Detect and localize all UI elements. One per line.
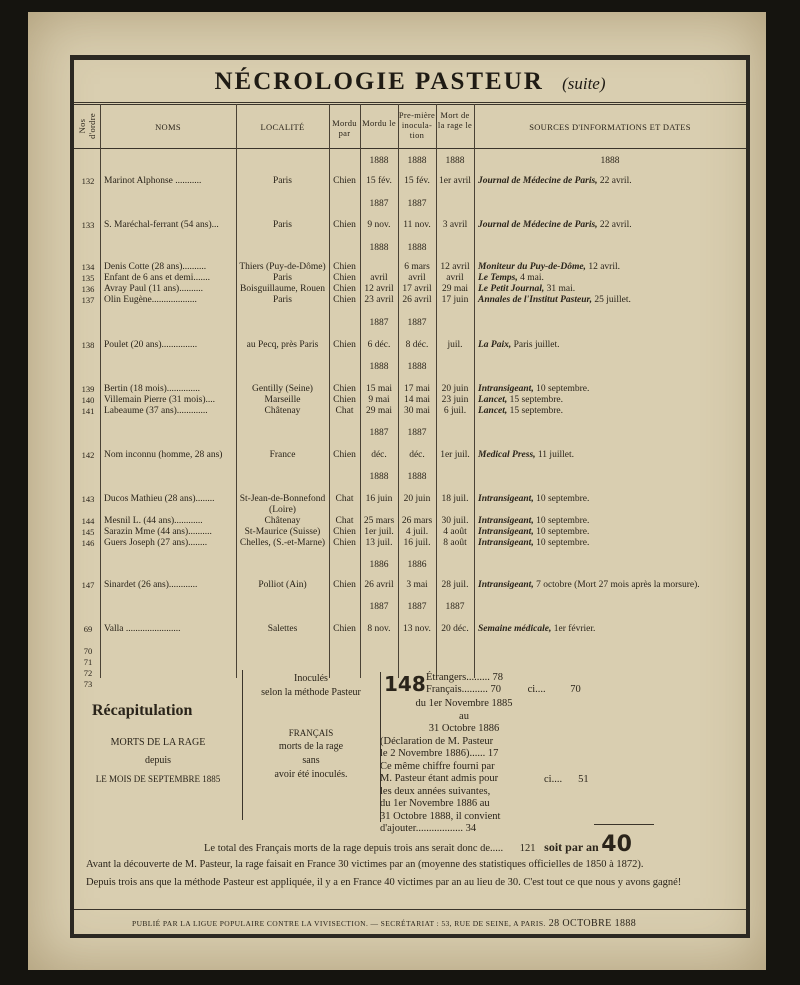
title-suite: (suite) xyxy=(562,74,606,93)
row-bitten-on: 6 déc. xyxy=(367,340,391,350)
row-first-inoculation: 14 mai xyxy=(403,395,431,405)
row-number: 145 xyxy=(81,527,95,537)
sum-rule xyxy=(594,824,654,825)
row-death-date: 30 juil. xyxy=(441,516,469,526)
recap-left-line: MORTS DE LA RAGE xyxy=(110,737,206,748)
row-death-date: 20 déc. xyxy=(441,624,469,634)
row-locality: Marseille xyxy=(264,395,301,405)
row-number: 140 xyxy=(81,395,95,405)
period-note: du 1er Novembre 1885 au 31 Octobre 1886 (Déclaration de M. Pasteur le 2 Novembre 1886)...... 17 Ce même chiffre fourni par M. Pasteur étant admis pour les deux années suivantes, du 1er Novembre 1886 au 31 Octobre 1888, il convient d'ajouter.................. 34 xyxy=(380,698,513,834)
row-bitten-by: Chien xyxy=(333,340,356,350)
year-label: 1888 xyxy=(445,156,465,166)
row-locality: Châtenay xyxy=(264,516,301,526)
row-source: Le Temps, 4 mai. xyxy=(478,273,544,283)
row-number: 132 xyxy=(81,176,95,186)
row-death-date: avril xyxy=(446,273,464,283)
row-first-inoculation: 15 fév. xyxy=(404,176,430,186)
row-name: Poulet (20 ans)............... xyxy=(104,340,198,350)
row-name: Enfant de 6 ans et demi....... xyxy=(104,273,211,283)
recap-inoculated xyxy=(246,672,376,700)
year-label: 1887 xyxy=(369,318,389,328)
row-source: Lancet, 15 septembre. xyxy=(478,395,563,405)
row-number: 133 xyxy=(81,220,95,230)
row-bitten-on: 1er juil. xyxy=(364,527,394,537)
year-label: 1888 xyxy=(407,472,427,482)
row-bitten-by: Chat xyxy=(335,516,354,526)
row-first-inoculation: 17 avril xyxy=(402,284,432,294)
row-name: Mesnil L. (44 ans)............ xyxy=(104,516,203,526)
row-bitten-by: Chien xyxy=(333,384,356,394)
recap-left-text xyxy=(78,736,238,786)
row-source: Intransigeant, 10 septembre. xyxy=(478,384,590,394)
row-death-date: juil. xyxy=(447,340,463,350)
row-number: 142 xyxy=(81,450,95,460)
year-label: 1888 xyxy=(407,156,427,166)
row-bitten-on: déc. xyxy=(371,450,387,460)
paragraph-before: Avant la découverte de M. Pasteur, la rage faisait en France 30 victimes par an (moyenne des statistiques officielles de 1850 à 1872). xyxy=(86,859,644,870)
row-name: Avray Paul (11 ans).......... xyxy=(104,284,203,294)
row-death-date: 1er juil. xyxy=(440,450,470,460)
row-number: 69 xyxy=(83,624,93,634)
row-locality: Paris xyxy=(273,273,292,283)
row-first-inoculation: 26 mars xyxy=(401,516,433,526)
row-source: Le Petit Journal, 31 mai. xyxy=(478,284,576,294)
row-first-inoculation: 26 avril xyxy=(402,295,432,305)
row-number: 139 xyxy=(81,384,95,394)
row-source: Intransigeant, 7 octobre (Mort 27 mois après la morsure). xyxy=(478,580,700,590)
row-death-date: 3 avril xyxy=(442,220,468,230)
recap-text-line: FRANÇAIS xyxy=(288,728,334,738)
row-bitten-on: 25 mars xyxy=(363,516,395,526)
year-label: 1888 xyxy=(369,243,389,253)
row-locality: France xyxy=(269,450,296,460)
recap-left-line: LE MOIS DE SEPTEMBRE 1885 xyxy=(95,774,221,784)
row-first-inoculation: 6 mars xyxy=(404,262,430,272)
year-label: 1888 xyxy=(407,362,427,372)
row-bitten-by: Chien xyxy=(333,624,356,634)
header-number: Nos d'ordre xyxy=(77,113,97,139)
row-name: Denis Cotte (28 ans).......... xyxy=(104,262,207,272)
ci-51: ci.... 51 xyxy=(544,774,589,785)
recap-text-line: avoir été inoculés. xyxy=(274,769,348,780)
year-label: 1887 xyxy=(407,318,427,328)
row-name: S. Maréchal-ferrant (54 ans)... xyxy=(104,220,219,230)
year-label: 1886 xyxy=(369,560,389,570)
row-first-inoculation: déc. xyxy=(409,450,425,460)
row-bitten-by: Chien xyxy=(333,450,356,460)
row-number: 134 xyxy=(81,262,95,272)
row-death-date: 29 mai xyxy=(441,284,469,294)
row-bitten-by: Chien xyxy=(333,295,356,305)
row-number: 72 xyxy=(83,668,93,678)
row-source: Moniteur du Puy-de-Dôme, 12 avril. xyxy=(478,262,620,272)
row-locality: au Pecq, près Paris xyxy=(246,340,319,350)
row-locality: St-Maurice (Suisse) xyxy=(244,527,321,537)
row-death-date: 23 juin xyxy=(441,395,469,405)
header-bitten-on: Mordu le xyxy=(362,118,396,128)
row-bitten-on: 13 juil. xyxy=(365,538,393,548)
row-bitten-by: Chien xyxy=(333,262,356,272)
row-first-inoculation: 11 nov. xyxy=(403,220,431,230)
total-inoculated: 148 xyxy=(384,672,426,696)
row-bitten-by: Chien xyxy=(333,220,356,230)
row-locality: Chelles, (S.-et-Marne) xyxy=(239,538,326,548)
row-source: La Paix, Paris juillet. xyxy=(478,340,560,350)
french-line: Français.......... 70 ci.... 70 xyxy=(426,684,581,695)
row-locality: Salettes xyxy=(267,624,298,634)
title-main: NÉCROLOGIE PASTEUR xyxy=(214,68,544,95)
row-locality: Thiers (Puy-de-Dôme) xyxy=(239,262,326,272)
row-death-date: 8 août xyxy=(443,538,467,548)
row-number: 136 xyxy=(81,284,95,294)
footer-text: PUBLIÉ PAR LA LIGUE POPULAIRE CONTRE LA VIVISECTION. — SECRÉTARIAT : 53, RUE DE SEINE, A PARIS. 28 OCTOBRE 1888 xyxy=(132,918,637,929)
row-name: Nom inconnu (homme, 28 ans) xyxy=(104,450,223,460)
col-line xyxy=(100,104,101,678)
row-death-date: 6 juil. xyxy=(443,406,467,416)
row-locality: Paris xyxy=(273,295,292,305)
year-label: 1888 xyxy=(369,156,389,166)
year-label: 1888 xyxy=(407,243,427,253)
row-name: Guers Joseph (27 ans)........ xyxy=(104,538,208,548)
row-source: Lancet, 15 septembre. xyxy=(478,406,563,416)
document-frame xyxy=(70,55,750,938)
header-names: NOMS xyxy=(155,122,181,132)
year-label: 1887 xyxy=(369,199,389,209)
year-label: 1887 xyxy=(369,428,389,438)
row-bitten-on: 16 juin xyxy=(365,494,393,504)
year-label: 1888 xyxy=(600,156,620,166)
year-label: 1887 xyxy=(445,602,465,612)
row-source: Journal de Médecine de Paris, 22 avril. xyxy=(478,176,632,186)
row-locality: Paris xyxy=(273,220,292,230)
recap-title: Récapitulation xyxy=(92,702,193,719)
row-number: 143 xyxy=(81,494,95,504)
year-label: 1887 xyxy=(407,428,427,438)
row-locality: Paris xyxy=(273,176,292,186)
row-locality: Boisguillaume, Rouen xyxy=(240,284,325,294)
footer-rule xyxy=(74,909,746,910)
row-name: Olin Eugène................... xyxy=(104,295,197,305)
row-number: 138 xyxy=(81,340,95,350)
row-first-inoculation: 4 juil. xyxy=(405,527,429,537)
foreigners-line: Étrangers......... 78 xyxy=(426,672,503,683)
row-locality: Châtenay xyxy=(264,406,301,416)
row-locality: (Loire) xyxy=(269,505,296,515)
row-bitten-by: Chien xyxy=(333,284,356,294)
row-bitten-by: Chien xyxy=(333,176,356,186)
row-number: 135 xyxy=(81,273,95,283)
year-label: 1888 xyxy=(369,362,389,372)
row-death-date: 12 avril xyxy=(440,262,470,272)
header-locality: LOCALITÉ xyxy=(260,122,305,132)
row-bitten-on: 15 mai xyxy=(365,384,393,394)
row-bitten-on: 9 nov. xyxy=(367,220,391,230)
row-name: Sinardet (26 ans)............ xyxy=(104,580,198,590)
row-number: 147 xyxy=(81,580,95,590)
row-number: 73 xyxy=(83,679,93,689)
recap-text-line: selon la méthode Pasteur xyxy=(261,687,361,698)
recap-text-line: morts de la rage xyxy=(278,741,344,752)
row-bitten-on: 23 avril xyxy=(364,295,394,305)
row-source: Intransigeant, 10 septembre. xyxy=(478,494,590,504)
row-bitten-by: Chien xyxy=(333,538,356,548)
row-death-date: 1er avril xyxy=(439,176,471,186)
row-source: Semaine médicale, 1er février. xyxy=(478,624,596,634)
row-number: 141 xyxy=(81,406,95,416)
header-sources: SOURCES D'INFORMATIONS ET DATES xyxy=(529,122,691,132)
row-bitten-on: avril xyxy=(370,273,388,283)
row-bitten-on: 9 mai xyxy=(368,395,390,405)
row-source: Intransigeant, 10 septembre. xyxy=(478,516,590,526)
row-bitten-on: 12 avril xyxy=(364,284,394,294)
row-source: Intransigeant, 10 septembre. xyxy=(478,527,590,537)
row-bitten-by: Chat xyxy=(335,406,354,416)
page-title xyxy=(74,68,746,96)
recap-text-line: Inoculés xyxy=(294,673,328,684)
year-label: 1886 xyxy=(407,560,427,570)
row-name: Sarazin Mme (44 ans).......... xyxy=(104,527,212,537)
row-bitten-by: Chat xyxy=(335,494,354,504)
row-death-date: 18 juil. xyxy=(441,494,469,504)
row-first-inoculation: 20 juin xyxy=(403,494,431,504)
row-death-date: 4 août xyxy=(443,527,467,537)
row-name: Valla ....................... xyxy=(104,624,181,634)
year-label: 1887 xyxy=(369,602,389,612)
row-source: Annales de l'Institut Pasteur, 25 juillet. xyxy=(478,295,631,305)
col-line xyxy=(474,104,475,678)
row-locality: Polliot (Ain) xyxy=(258,580,307,590)
row-number: 137 xyxy=(81,295,95,305)
row-name: Ducos Mathieu (28 ans)........ xyxy=(104,494,215,504)
row-bitten-by: Chien xyxy=(333,580,356,590)
row-locality: Gentilly (Seine) xyxy=(252,384,313,394)
year-label: 1887 xyxy=(407,199,427,209)
row-bitten-on: 8 nov. xyxy=(367,624,391,634)
row-death-date: 20 juin xyxy=(441,384,469,394)
row-number: 146 xyxy=(81,538,95,548)
row-death-date: 17 juin xyxy=(441,295,469,305)
row-number: 144 xyxy=(81,516,95,526)
row-first-inoculation: 8 déc. xyxy=(405,340,429,350)
row-name: Labeaume (37 ans)............. xyxy=(104,406,208,416)
row-first-inoculation: 13 nov. xyxy=(403,624,431,634)
row-source: Journal de Médecine de Paris, 22 avril. xyxy=(478,220,632,230)
paragraph-since: Depuis trois ans que la méthode Pasteur est appliquée, il y a en France 40 victimes par an au lieu de 30. C'est tout ce que nous y avons gagné! xyxy=(86,877,682,888)
row-locality: St-Jean-de-Bonnefond xyxy=(239,494,326,504)
row-number: 70 xyxy=(83,646,93,656)
row-name: Marinot Alphonse ........... xyxy=(104,176,202,186)
title-rule xyxy=(74,102,746,105)
header-rule xyxy=(74,148,746,149)
row-bitten-by: Chien xyxy=(333,395,356,405)
row-first-inoculation: 17 mai xyxy=(403,384,431,394)
header-rabies-death: Mort de la rage le xyxy=(437,110,473,130)
row-source: Intransigeant, 10 septembre. xyxy=(478,538,590,548)
row-bitten-on: 26 avril xyxy=(364,580,394,590)
row-bitten-by: Chien xyxy=(333,273,356,283)
row-number: 71 xyxy=(83,657,93,667)
row-bitten-by: Chien xyxy=(333,527,356,537)
row-first-inoculation: 16 juil. xyxy=(403,538,431,548)
row-source: Medical Press, 11 juillet. xyxy=(478,450,574,460)
recap-text-line: sans xyxy=(302,755,320,766)
year-label: 1888 xyxy=(369,472,389,482)
row-death-date: 28 juil. xyxy=(441,580,469,590)
row-bitten-on: 15 fév. xyxy=(366,176,392,186)
row-first-inoculation: avril xyxy=(408,273,426,283)
row-first-inoculation: 30 mai xyxy=(403,406,431,416)
row-name: Villemain Pierre (31 mois).... xyxy=(104,395,216,405)
row-first-inoculation: 3 mai xyxy=(406,580,428,590)
header-first-inoculation: Pre-mière inocula-tion xyxy=(398,110,436,140)
recap-not-inoculated xyxy=(246,726,376,782)
recap-left-line: depuis xyxy=(144,755,172,766)
header-bitten-by: Mordu par xyxy=(332,118,357,138)
row-bitten-on: 29 mai xyxy=(365,406,393,416)
year-label: 1887 xyxy=(407,602,427,612)
total-line: Le total des Français morts de la rage depuis trois ans serait donc de..... 121 soit par an 40 xyxy=(204,832,632,857)
row-name: Bertin (18 mois).............. xyxy=(104,384,201,394)
